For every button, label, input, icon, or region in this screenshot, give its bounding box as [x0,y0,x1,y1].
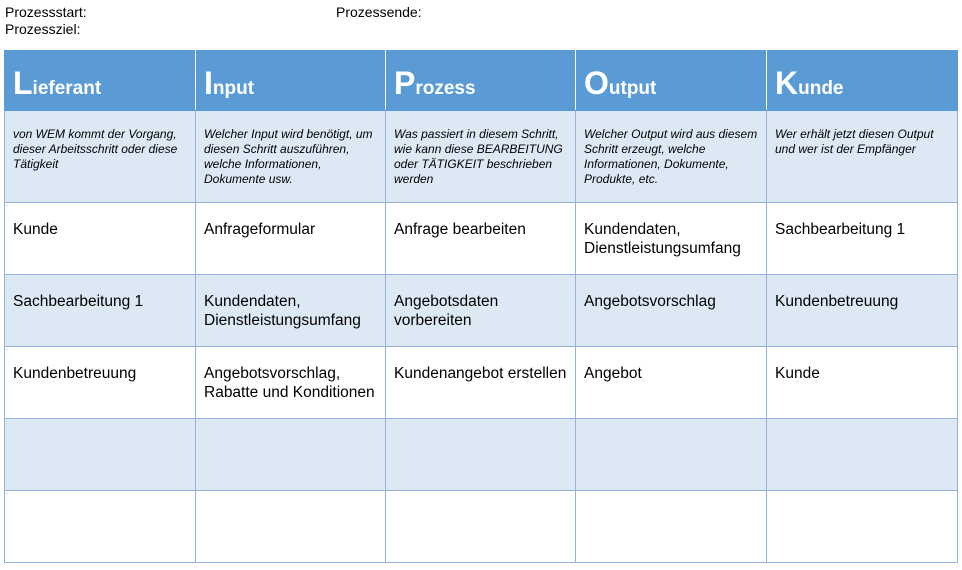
header-row [5,51,958,111]
header-rest: utput [608,78,657,99]
description-cell: von WEM kommt der Vorgang, dieser Arbeitsschritt oder diese Tätigkeit [5,111,196,203]
header-kunde [767,51,958,111]
table-row [5,203,958,275]
table-cell [767,419,958,491]
header-rest: nput [212,78,255,99]
header-rest: unde [798,78,844,99]
table-row [5,491,958,563]
header-initial: K [775,65,799,101]
table-cell: Angebotsdaten vorbereiten [386,275,576,347]
process-start-label: Prozessstart: [5,4,87,20]
table-cell: Anfrageformular [196,203,386,275]
header-lieferant [5,51,196,111]
table-cell [576,419,767,491]
description-row [5,111,958,203]
header-output [576,51,767,111]
table-cell: Kunde [5,203,196,275]
table-cell: Angebotsvorschlag [576,275,767,347]
table-cell [576,491,767,563]
table-cell: Kundenbetreuung [767,275,958,347]
header-initial: O [584,65,609,101]
sipoc-table [4,50,958,563]
header-rest: ieferant [32,78,102,99]
process-goal-label: Prozessziel: [5,21,81,37]
table-cell [386,491,576,563]
table-cell: Kundenangebot erstellen [386,347,576,419]
table-cell [5,419,196,491]
description-cell: Wer erhält jetzt diesen Output und wer ist der Empfänger [767,111,958,203]
table-cell [767,491,958,563]
table-cell [196,491,386,563]
table-cell [5,491,196,563]
table-cell [386,419,576,491]
table-cell [196,419,386,491]
header-input [196,51,386,111]
header-initial: P [394,65,416,101]
table-cell: Sachbearbeitung 1 [5,275,196,347]
table-row [5,275,958,347]
table-cell: Kundenbetreuung [5,347,196,419]
description-cell: Was passiert in diesem Schritt, wie kann diese BEARBEITUNG oder TÄTIGKEIT beschrieben werden [386,111,576,203]
table-row [5,347,958,419]
table-cell: Kunde [767,347,958,419]
header-prozess [386,51,576,111]
table-cell: Angebot [576,347,767,419]
table-row [5,419,958,491]
header-initial: I [204,65,213,101]
description-cell: Welcher Output wird aus diesem Schritt erzeugt, welche Informationen, Dokumente, Produkte, etc. [576,111,767,203]
header-rest: rozess [415,78,476,99]
table-cell: Kundendaten, Dienstleistungsumfang [576,203,767,275]
table-cell: Anfrage bearbeiten [386,203,576,275]
process-end-label: Prozessende: [336,4,422,20]
description-cell: Welcher Input wird benötigt, um diesen Schritt auszuführen, welche Informationen, Dokumente usw. [196,111,386,203]
table-cell: Angebotsvorschlag, Rabatte und Konditionen [196,347,386,419]
header-initial: L [13,65,33,101]
table-cell: Sachbearbeitung 1 [767,203,958,275]
table-cell: Kundendaten, Dienstleistungsumfang [196,275,386,347]
